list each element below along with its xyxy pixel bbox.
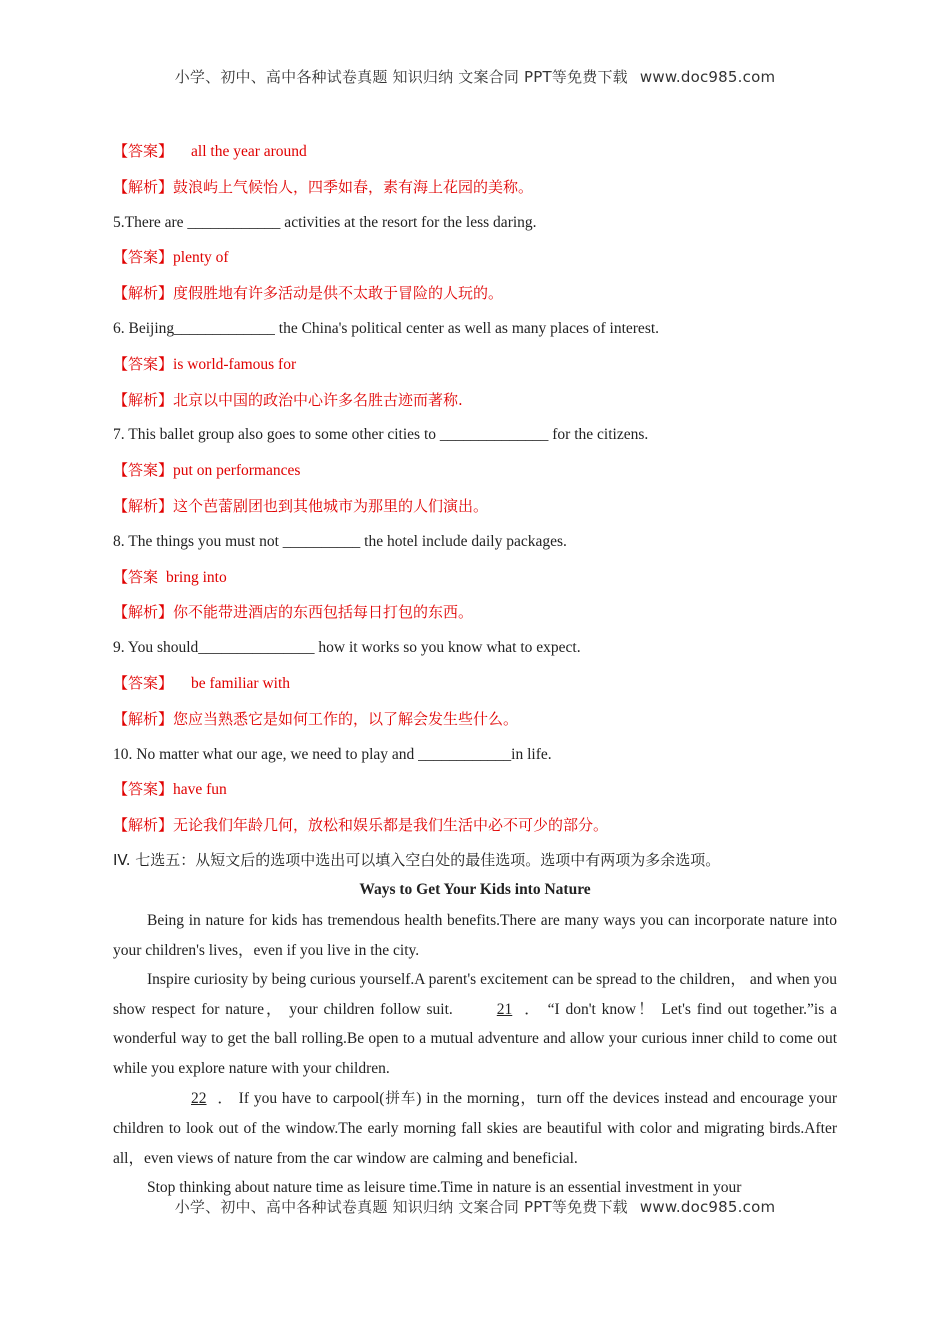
footer-url[interactable]: www.doc985.com — [639, 1198, 776, 1216]
page-footer — [0, 1196, 950, 1217]
header-url[interactable]: www.doc985.com — [639, 68, 776, 86]
header-text: 小学、初中、高中各种试卷真题 知识归纳 文案合同 PPT等免费下载 — [174, 68, 628, 86]
section-heading: IV. 七选五：从短文后的选项中选出可以填入空白处的最佳选项。选项中有两项为多余选项。 — [113, 850, 721, 869]
answer-text: put on performances — [173, 462, 301, 480]
answer-9 — [113, 666, 837, 702]
answer-tag: 【答案】 — [113, 780, 174, 799]
passage-paragraph-4: Stop thinking about nature time as leisure time.Time in nature is an essential investment in your — [147, 1179, 742, 1197]
analysis-7 — [113, 489, 837, 525]
answer-tag: 【答案】 — [113, 461, 174, 480]
analysis-text: 你不能带进酒店的东西包括每日打包的东西。 — [173, 603, 474, 622]
question-5: 5.There are ____________ activities at the resort for the less daring. — [113, 213, 537, 231]
question-10: 10. No matter what our age, we need to play and ____________in life. — [113, 745, 552, 763]
paragraph-text: Inspire curiosity by being curious yourself.A parent's excitement can be spread to the children， and when you show respect for nature， your children follow suit. — [113, 971, 837, 1018]
answer-10 — [113, 772, 837, 808]
answer-4 — [113, 134, 837, 170]
answer-8 — [113, 560, 837, 596]
blank-21: 21 — [496, 1000, 513, 1018]
question-9: 9. You should_______________ how it works so you know what to expect. — [113, 639, 581, 657]
paragraph-text: ) in the morning，turn off the devices instead and encourage your children to look out of the window.The early morning fall skies are beautiful with color and migrating birds.After all，even views of nature from the car window are calming and beneficial. — [113, 1089, 838, 1167]
analysis-tag: 【解析】 — [113, 177, 174, 196]
answer-tag: 【答案】 — [113, 354, 174, 373]
answer-tag: 【答案】 — [113, 248, 174, 267]
analysis-4 — [113, 170, 837, 206]
question-8: 8. The things you must not __________ the hotel include daily packages. — [113, 532, 567, 550]
passage-paragraph-1: Being in nature for kids has tremendous health benefits.There are many ways you can incorporate nature into your children's lives，even if you live in the city. — [113, 911, 837, 959]
answer-7 — [113, 453, 837, 489]
answer-text: is world-famous for — [173, 355, 297, 373]
blank-22: 22 — [191, 1089, 207, 1107]
analysis-text: 您应当熟悉它是如何工作的，以了解会发生些什么。 — [173, 709, 519, 728]
analysis-text: 鼓浪屿上气候怡人，四季如春，素有海上花园的美称。 — [173, 177, 534, 196]
passage-title: Ways to Get Your Kids into Nature — [359, 880, 591, 898]
analysis-tag: 【解析】 — [113, 390, 174, 409]
analysis-tag: 【解析】 — [113, 709, 174, 728]
footer-text: 小学、初中、高中各种试卷真题 知识归纳 文案合同 PPT等免费下载 — [174, 1198, 628, 1216]
analysis-6 — [113, 383, 837, 419]
paragraph-text-cn: 拼车 — [384, 1090, 417, 1107]
analysis-8 — [113, 595, 837, 631]
analysis-text: 北京以中国的政治中心许多名胜古迹而著称. — [173, 390, 463, 409]
analysis-tag: 【解析】 — [113, 603, 174, 622]
question-6: 6. Beijing_____________ the China's political center as well as many places of interest. — [113, 319, 660, 337]
analysis-10 — [113, 808, 837, 844]
passage-paragraph-3 — [113, 1084, 837, 1174]
paragraph-text: ． “I don't know！ Let's find out together.”is a wonderful way to get the ball rolling.Be open to a mutual adventure and allow your curious inner child to come out while you explore nature with your children. — [113, 1000, 837, 1077]
passage-paragraph-2 — [113, 965, 837, 1083]
answer-tag: 【答案】 — [113, 142, 174, 160]
analysis-5 — [113, 276, 837, 312]
answer-text: bring into — [166, 568, 227, 586]
analysis-text: 度假胜地有许多活动是供不太敢于冒险的人玩的。 — [173, 284, 504, 303]
answer-tag: 【答案】 — [113, 673, 174, 692]
analysis-tag: 【解析】 — [113, 284, 174, 303]
question-7: 7. This ballet group also goes to some other cities to ______________ for the citizens. — [113, 426, 649, 444]
page-content — [113, 134, 837, 1203]
paragraph-text: ． If you have to carpool( — [216, 1089, 385, 1107]
answer-text: plenty of — [173, 249, 229, 267]
page-header — [0, 66, 950, 87]
answer-5 — [113, 240, 837, 276]
answer-text: have fun — [173, 781, 227, 799]
answer-text: all the year around — [191, 143, 307, 160]
analysis-9 — [113, 702, 837, 738]
analysis-text: 无论我们年龄几何，放松和娱乐都是我们生活中必不可少的部分。 — [173, 816, 609, 835]
answer-tag: 【答案 — [113, 567, 159, 586]
answer-6 — [113, 347, 837, 383]
analysis-tag: 【解析】 — [113, 816, 174, 835]
analysis-text: 这个芭蕾剧团也到其他城市为那里的人们演出。 — [173, 496, 489, 515]
answer-text: be familiar with — [191, 674, 291, 692]
analysis-tag: 【解析】 — [113, 496, 174, 515]
